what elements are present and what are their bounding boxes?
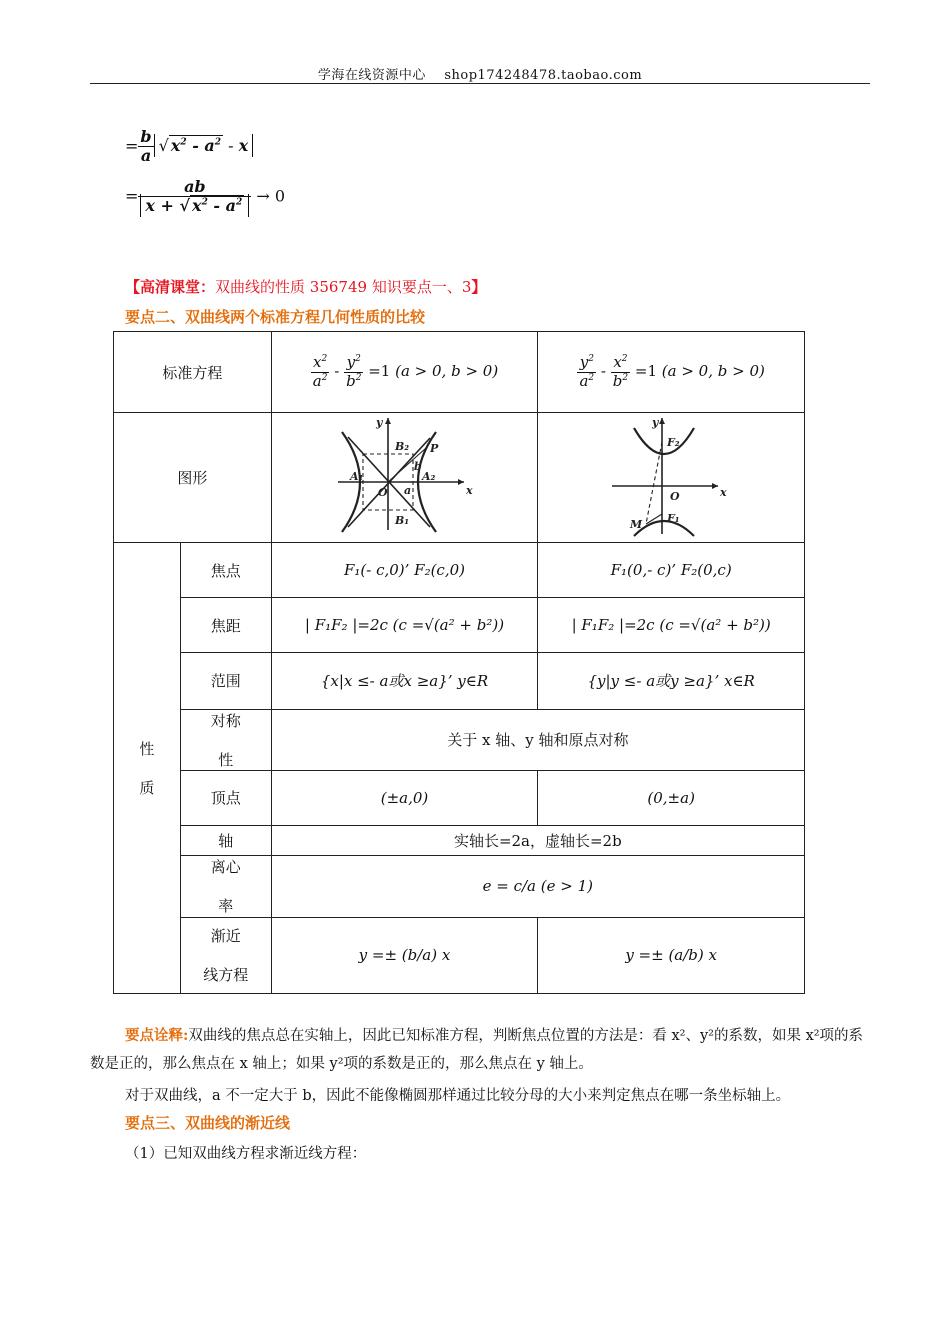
fig-o-label: O (378, 485, 389, 499)
std-label: 标准方程 (114, 332, 272, 413)
den: $a^2$ (312, 371, 328, 390)
x-var: x (238, 136, 249, 156)
frac-den (138, 197, 251, 215)
fig-x-label: x (466, 483, 474, 497)
x-var: x (145, 196, 155, 216)
range-label: 范围 (180, 653, 271, 709)
vertex-label: 顶点 (180, 770, 271, 825)
y-arrow (659, 418, 665, 424)
notes-paragraph-2: 对于双曲线，a 不一定大于 b，因此不能像椭圆那样通过比较分母的大小来判定焦点在哪一条坐标轴上。 (125, 1088, 791, 1104)
den: $a^2$ (579, 371, 595, 390)
header-shop: shop174248478.taobao.com (444, 68, 643, 83)
den: $b^2$ (346, 371, 362, 390)
range-x: {x|x ≤- a或x ≥a}’ y∈R (271, 653, 538, 709)
x-var: x (192, 196, 202, 216)
row-symmetry (114, 709, 805, 770)
fraction-b-over-a (138, 128, 153, 166)
course-label: 【高清课堂： (125, 278, 216, 296)
a-var: a (204, 136, 215, 156)
focus-x: F₁(- c,0)’ F₂(c,0) (271, 543, 538, 598)
row-axis (114, 825, 805, 855)
frac-num: ab (138, 178, 251, 197)
section-2-title: 要点二、双曲线两个标准方程几何性质的比较 (125, 308, 426, 326)
fig-b1-label: B₁ (395, 513, 410, 527)
num: $y^2$ (577, 354, 596, 372)
row-standard-equation (114, 332, 805, 413)
num: $x^2$ (611, 354, 630, 372)
frac-num: b (140, 127, 152, 146)
axis-text: 实轴长=2a，虚轴长=2b (271, 825, 804, 855)
ecc-2: 率 (218, 897, 234, 916)
limit-arrow: → 0 (256, 186, 286, 206)
section-3-title: 要点三、双曲线的渐近线 (125, 1114, 291, 1132)
derivation-line-1 (125, 128, 253, 166)
eq-condition: (a > 0, b > 0) (661, 362, 765, 381)
course-text: 双曲线的性质 356749 知识要点一、3 (215, 278, 472, 296)
fig-y-label: y (652, 415, 659, 429)
abs-expression: √ $x^2 - a^2$ - x (154, 134, 254, 157)
focal-y: | F₁F₂ |=2c (c =√(a² + b²)) (538, 598, 805, 653)
x-arrow (712, 483, 718, 489)
frac-y2-a2 (577, 354, 596, 390)
symmetry-label (180, 709, 271, 770)
equals-sign: = (125, 186, 139, 206)
notes-label: 要点诠释: (125, 1027, 189, 1044)
exp: 2 (201, 198, 208, 209)
figure-x-hyperbola (271, 413, 538, 543)
notes-text-1: 双曲线的焦点总在实轴上，因此已知标准方程，判断焦点位置的方法是：看 x²、y²的系数，如果 x²项的系数是正的，那么焦点在 x 轴上；如果 y²项的系数是正的，那么焦点在 y 轴上。 (90, 1028, 864, 1072)
std-eq-y: $\frac{y^2}{a^2}$ - $\frac{x^2}{b^2}$ =1 (a > 0, b > 0) (538, 332, 805, 413)
den: $b^2$ (612, 371, 629, 390)
focus-y: F₁(0,- c)’ F₂(0,c) (538, 543, 805, 598)
ecc-1: 离心 (210, 858, 241, 877)
prop-char-1: 性 (139, 740, 155, 759)
upper-branch (634, 428, 694, 454)
minus: - (213, 196, 221, 216)
plus: + (160, 196, 174, 216)
course-close: 】 (471, 278, 487, 296)
exp: 2 (214, 138, 222, 149)
frac-den: a (140, 146, 152, 166)
page-header (90, 64, 870, 83)
asym-y: y =± (a/b) x (538, 917, 805, 993)
fig-p-label: P (430, 441, 439, 455)
asym-label (180, 917, 271, 993)
row-focal (114, 598, 805, 653)
row-range (114, 653, 805, 709)
fig-f1-label: F₁ (667, 511, 680, 525)
abs-expression: x + √ $x^2 - a^2$ (140, 194, 249, 217)
exp: 2 (180, 138, 187, 149)
minus: - (192, 136, 199, 156)
header-site: 学海在线资源中心 (317, 68, 426, 83)
focal-x: | F₁F₂ |=2c (c =√(a² + b²)) (271, 598, 538, 653)
minus: - (228, 136, 234, 156)
asym-2: 线方程 (203, 966, 249, 985)
a-var: a (225, 196, 237, 216)
symmetry-text: 关于 x 轴、y 轴和原点对称 (271, 709, 804, 770)
frac-y2-b2 (344, 354, 363, 390)
vertex-x: (±a,0) (271, 770, 538, 825)
hyperbola-x-figure (334, 414, 474, 538)
header-rule (90, 83, 870, 84)
x-var: x (170, 136, 181, 156)
row-eccentricity (114, 855, 805, 917)
focus-label: 焦点 (180, 543, 271, 598)
frac-x2-a2 (311, 354, 330, 390)
range-y: {y|y ≤- a或y ≥a}’ x∈R (538, 653, 805, 709)
fig-f2-label: F₂ (667, 435, 680, 449)
sym-2: 性 (218, 750, 234, 769)
sqrt-term (190, 195, 244, 215)
eq-condition: (a > 0, b > 0) (395, 362, 499, 381)
fig-a1-label: A₁ (350, 469, 364, 483)
std-eq-x: $\frac{x^2}{a^2}$ - $\frac{y^2}{b^2}$ =1 (a > 0, b > 0) (271, 332, 538, 413)
fig-b2-label: B₂ (395, 439, 410, 453)
row-asymptote (114, 917, 805, 993)
equals-sign: = (125, 136, 139, 156)
asym-x: y =± (b/a) x (271, 917, 538, 993)
fig-x-label: x (720, 485, 727, 499)
fig-b-label: b (414, 459, 423, 473)
fig-a2-label: A₂ (422, 469, 436, 483)
fig-m-label: M (630, 517, 643, 531)
hyperbola-y-figure (606, 414, 736, 538)
row-figure (114, 413, 805, 543)
figure-y-hyperbola (538, 413, 805, 543)
fig-a-label: a (404, 483, 412, 497)
fig-y-label: y (376, 415, 383, 429)
exp: 2 (236, 198, 243, 209)
figure-label: 图形 (114, 413, 272, 543)
y-arrow (385, 418, 391, 424)
row-vertex (114, 770, 805, 825)
frac-x2-b2 (611, 354, 630, 390)
lower-branch (634, 521, 694, 536)
properties-label (114, 543, 181, 994)
row-focus (114, 543, 805, 598)
sqrt-term (169, 135, 223, 155)
axis-label: 轴 (180, 825, 271, 855)
ecc-label (180, 855, 271, 917)
vertex-y: (0,±a) (538, 770, 805, 825)
focal-label: 焦距 (180, 598, 271, 653)
num: $y^2$ (344, 354, 363, 372)
sym-1: 对称 (210, 711, 241, 730)
properties-table (113, 331, 805, 994)
num: $x^2$ (311, 354, 330, 372)
asym-1: 渐近 (210, 927, 241, 946)
course-reference (125, 276, 486, 297)
ecc-text: e = c/a (e > 1) (271, 855, 804, 917)
derivation-line-2 (125, 178, 285, 216)
x-arrow (458, 479, 464, 485)
prop-char-2: 质 (139, 779, 155, 798)
notes-paragraph-1 (90, 1022, 870, 1078)
fraction-ab-over-sum (138, 178, 251, 216)
item-1: （1）已知双曲线方程求渐近线方程： (125, 1146, 367, 1162)
fig-o-label: O (670, 489, 680, 503)
